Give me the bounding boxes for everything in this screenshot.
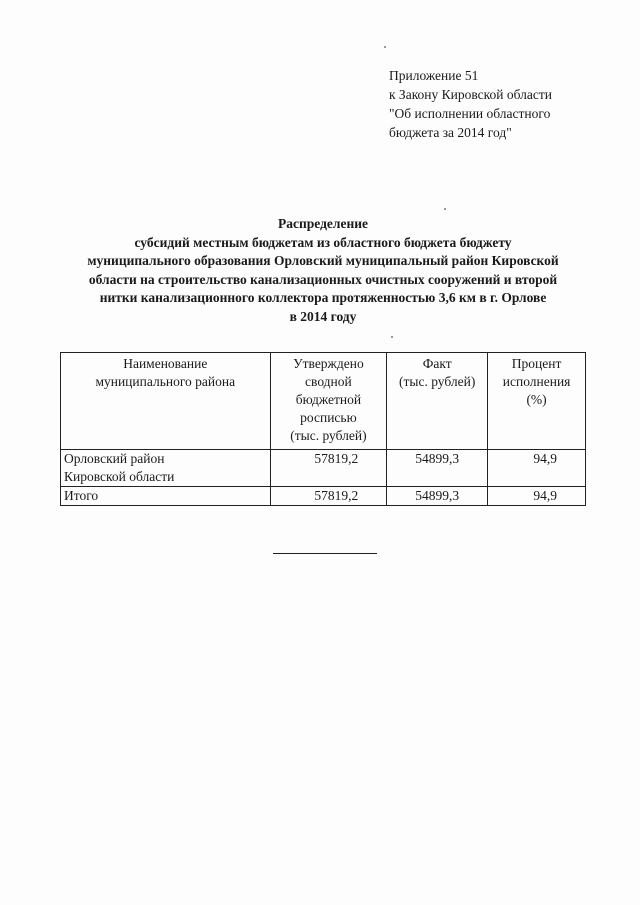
table-row <box>61 450 586 487</box>
cell-total-label: Итого <box>61 487 271 506</box>
cell-percent: 94,9 <box>488 487 586 506</box>
scan-speck <box>391 336 393 338</box>
cell-percent: 94,9 <box>488 450 586 487</box>
cell-approved: 57819,2 <box>270 450 387 487</box>
closing-rule <box>273 553 377 554</box>
title-line: муниципального образования Орловский муниципальный район Кировской <box>87 253 559 268</box>
cell-approved: 57819,2 <box>270 487 387 506</box>
table-header-row <box>61 353 586 450</box>
title-line: в 2014 году <box>289 308 357 324</box>
header-district-name: Наименование муниципального района <box>61 353 271 450</box>
cell-actual: 54899,3 <box>387 450 488 487</box>
appendix-note <box>389 66 552 142</box>
table-row-total <box>61 487 586 506</box>
appendix-line: бюджета за 2014 год" <box>389 125 512 140</box>
title-line: нитки канализационного коллектора протяженностью 3,6 км в г. Орлове <box>99 290 547 305</box>
appendix-line: "Об исполнении областного <box>389 106 551 121</box>
header-approved: Утверждено сводной бюджетной росписью (тыс. рублей) <box>270 353 387 450</box>
title-line: субсидий местным бюджетам из областного бюджета бюджету <box>134 234 512 250</box>
header-actual: Факт (тыс. рублей) <box>387 353 488 450</box>
header-percent: Процент исполнения (%) <box>488 353 586 450</box>
cell-district-name: Орловский район Кировской области <box>61 450 271 487</box>
title-line: Распределение <box>277 216 369 231</box>
document-title <box>58 215 588 326</box>
subsidy-table <box>60 352 586 506</box>
title-line: области на строительство канализационных очистных сооружений и второй <box>88 271 558 287</box>
scan-speck <box>444 208 446 210</box>
scan-speck <box>384 46 386 48</box>
appendix-line: к Закону Кировской области <box>389 87 553 102</box>
appendix-line: Приложение 51 <box>389 68 479 83</box>
cell-actual: 54899,3 <box>387 487 488 506</box>
